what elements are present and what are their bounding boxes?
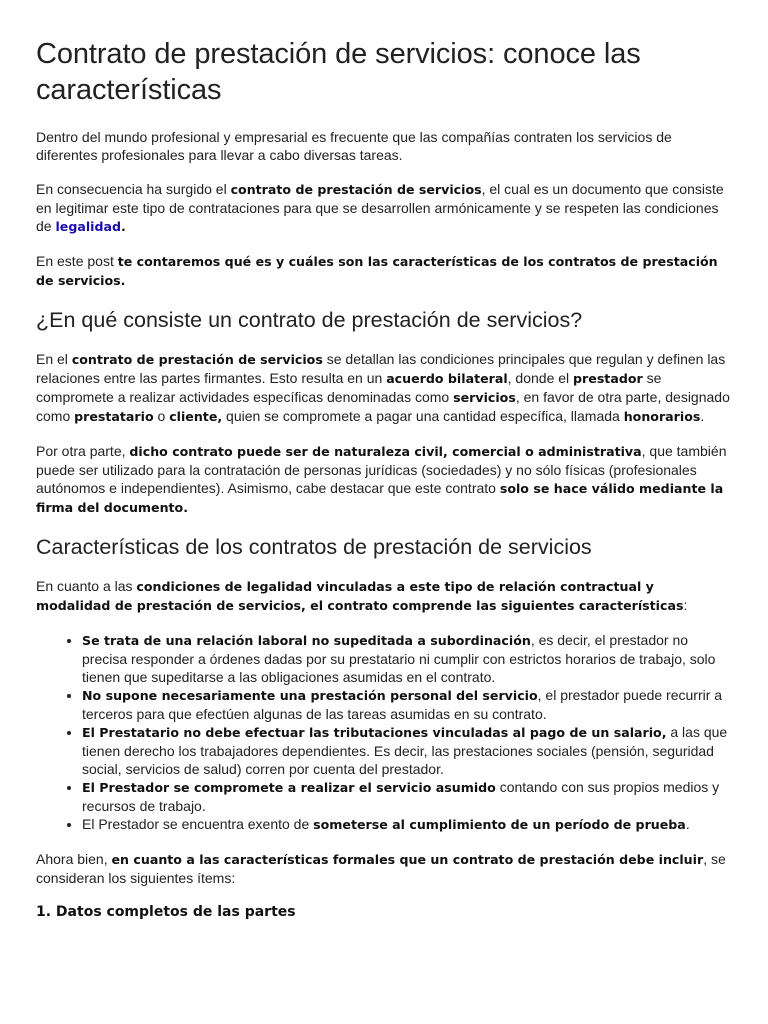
section1-paragraph-2: Por otra parte, dicho contrato puede ser de naturaleza civil, comercial o administrativa, que también puede ser utilizado para la contratación de personas jurídicas (sociedades) y no sólo físicas (profesionales autónomos e independientes). Asimismo, cabe destacar que este contrato solo se hace válido mediante la firma del documento. (36, 443, 727, 515)
subheading-datos-partes: 1. Datos completos de las partes (36, 904, 296, 920)
intro-paragraph-2: En consecuencia ha surgido el contrato de prestación de servicios, el cual es un documento que consiste en legitimar este tipo de contrataciones para que se desarrollen armónicamente y se respeten las condiciones de legalidad. (36, 181, 724, 234)
section2-paragraph-2: Ahora bien, en cuanto a las características formales que un contrato de prestación debe incluir, se consideran los siguientes ítems: (36, 851, 726, 886)
intro-paragraph-1: Dentro del mundo profesional y empresarial es frecuente que las compañías contraten los servicios de diferentes profesionales para llevar a cabo diversas tareas. (36, 129, 672, 163)
section1-paragraph-1: En el contrato de prestación de servicios se detallan las condiciones principales que regulan y definen las relaciones entre las partes firmantes. Esto resulta en un acuerdo bilateral, donde el prestador se compromete a realizar actividades específicas denominadas como servicios, en favor de otra parte, designado como prestatario o cliente, quien se compromete a pagar una cantidad específica, llamada honorarios. (36, 351, 730, 424)
list-item: • El Prestador se compromete a realizar el servicio asumido contando con sus propios medios y recursos de trabajo. (82, 778, 732, 815)
intro-paragraph-3: En este post te contaremos qué es y cuáles son las características de los contratos de prestación de servicios. (36, 253, 718, 288)
list-item: • El Prestatario no debe efectuar las tributaciones vinculadas al pago de un salario, a las que tienen derecho los trabajadores dependientes. Es decir, las prestaciones sociales (pensión, seguridad social, servicios de salud) corren por cuenta del prestador. (82, 723, 732, 778)
section-heading-consiste: ¿En qué consiste un contrato de prestación de servicios? (36, 308, 583, 332)
characteristics-list (36, 631, 732, 834)
page-title: Contrato de prestación de servicios: conoce las características (36, 38, 641, 106)
section2-paragraph-1: En cuanto a las condiciones de legalidad vinculadas a este tipo de relación contractual y modalidad de prestación de servicios, el contrato comprende las siguientes características: (36, 578, 688, 613)
list-item: • No supone necesariamente una prestación personal del servicio, el prestador puede recurrir a terceros para que efectúen algunas de las tareas asumidas en su contrato. (82, 686, 732, 723)
section-heading-caracteristicas: Características de los contratos de prestación de servicios (36, 535, 592, 559)
legalidad-link[interactable]: legalidad (55, 219, 122, 234)
list-item: • El Prestador se encuentra exento de someterse al cumplimiento de un período de prueba. (82, 815, 732, 834)
list-item: • Se trata de una relación laboral no supeditada a subordinación, es decir, el prestador no precisa responder a órdenes dadas por su prestatario ni cumplir con estrictos horarios de trabajo, solo tienen que supeditarse a las obligaciones asumidas en el contrato. (82, 631, 732, 686)
